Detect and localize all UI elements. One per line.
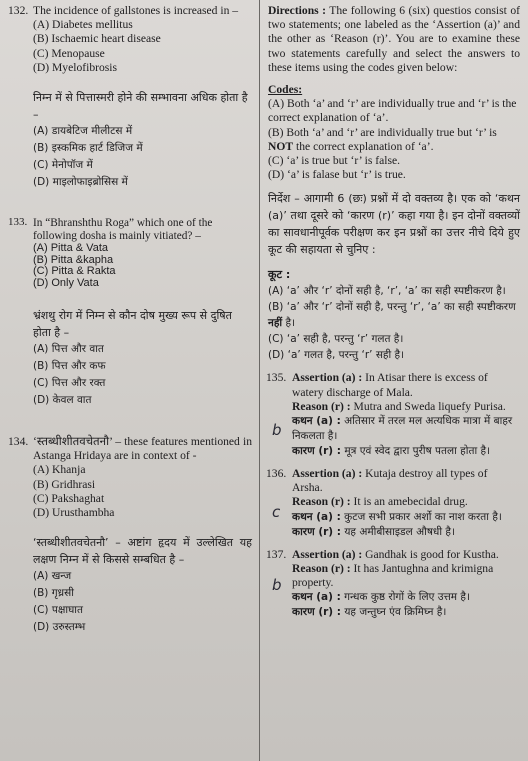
hindi-option-b: (B) इस्कमिक हार्ट डिजिज में (33, 142, 143, 155)
code-id: (A) (268, 285, 284, 298)
reason-label: कारण (r) : (292, 445, 341, 458)
question-stem: In “Bhranshthu Roga” which one of the following dosha is mainly vitiated? – (33, 217, 213, 243)
hindi-option-d: (D) माइलोफाइब्रोसिस में (33, 176, 128, 189)
option-d: (D) Myelofibrosis (33, 60, 118, 74)
code-c (268, 154, 520, 168)
code-text: ‘a’ सही है, परन्तु ‘r’ गलत है। (286, 333, 404, 346)
assertion-text: Gandhak is good for Kustha. (365, 547, 499, 561)
question-number: 135. (266, 371, 287, 385)
hindi-option-c: (C) पक्षाघात (33, 604, 83, 617)
handwritten-answer-mark: b (272, 421, 282, 440)
hindi-assertion (292, 414, 520, 444)
assertion (292, 371, 520, 399)
assertion-label: कथन (a) : (292, 591, 341, 604)
hindi-directions: निर्देश – आगामी 6 (छः) प्रश्नों में दो वक्तव्य है। एक को ‘कथन (a)’ तथा दूसरे को ‘कारण (r)’ कहा गया है। इन दोनों वक्तव्यों का सावधानीपूर्वक परीक्षण कर इन प्रश्नों का उत्तर नीचे दिये हुए कूट की सहायता से चुनिए : (268, 192, 520, 257)
directions (268, 4, 520, 75)
reason (292, 400, 520, 414)
question-137 (268, 548, 520, 621)
option-b: (B) Ischaemic heart disease (33, 32, 161, 46)
hindi-code-d (268, 347, 520, 363)
assertion-text: In Atisar there is excess of watery discharge of Mala. (292, 371, 488, 399)
reason (292, 495, 520, 509)
reason-text: It has Jantughna and krimigna property. (292, 561, 494, 590)
reason-label: Reason (r) : (292, 399, 351, 413)
code-b (268, 126, 520, 154)
assertion-label: Assertion (a) : (292, 371, 363, 385)
code-text: Both ‘a’ and ‘r’ are individually true and ‘r’ is the correct explanation of ‘a’. (268, 97, 517, 125)
assertion (292, 467, 520, 495)
hindi-stem: भ्रंशथु रोग में निम्न से कौन दोष मुख्य रूप से दुषित होता है – (33, 309, 232, 340)
code-emphasis: नहीं (268, 317, 283, 330)
column-divider (259, 0, 260, 761)
hindi-code-a (268, 283, 520, 299)
hindi-option-d: (D) केवल वात (33, 394, 92, 407)
hindi-option-a: (A) डायबेटिज मीलीटस में (33, 125, 133, 138)
code-text: है। (282, 317, 296, 330)
option-d: (D) Only Vata (33, 276, 99, 289)
question-134 (8, 435, 252, 636)
code-d (268, 168, 520, 182)
hindi-option-a: (A) पित्त और वात (33, 343, 104, 356)
option-c: (C) Menopause (33, 46, 105, 60)
hindi-option-c: (C) पित्त और रक्त (33, 377, 106, 390)
hindi-option-a: (A) खन्ज (33, 570, 72, 583)
assertion-label: कथन (a) : (292, 510, 341, 523)
hindi-stem: निम्न में से पित्तास्मरी होने की सम्भावना अधिक होता है – (33, 91, 248, 122)
hindi-option-b: (B) पित्त और कफ (33, 360, 106, 373)
code-text: ‘a’ is falase but ‘r’ is true. (287, 168, 406, 182)
hindi-codes-label: कूट : (268, 268, 291, 282)
option-b: (B) Gridhrasi (33, 477, 96, 491)
code-text: Both ‘a’ and ‘r’ are individually true but ‘r’ is (286, 125, 497, 139)
reason (292, 562, 520, 590)
assertion (292, 548, 520, 562)
reason-text: मूत्र एवं स्वेद द्वारा पुरीष पतला होता है। (344, 445, 491, 458)
directions-text: The following 6 (six) questios consist of two statements; one labeled as the ‘Assertion (a)’ and the other as ‘Reason (r)’. You are to examine these two statements carefully and select the answers to these items using the codes given below: (268, 4, 520, 74)
code-id: (D) (268, 168, 285, 182)
code-text: ‘a’ is true but ‘r’ is false. (286, 154, 401, 168)
assertion-label: Assertion (a) : (292, 467, 363, 481)
option-a: (A) Diabetes mellitus (33, 18, 133, 32)
reason-text: It is an amebecidal drug. (353, 495, 468, 509)
code-text: ‘a’ और ‘r’ दोनों सही है, ‘r’, ‘a’ का सही स्पष्टीकरण है। (286, 285, 506, 298)
hindi-reason (292, 525, 520, 540)
assertion-text: गन्धक कुष्ठ रोगों के लिए उत्तम है। (344, 591, 470, 604)
question-133 (8, 217, 252, 409)
question-stem: The incidence of gallstones is increased in – (33, 4, 239, 17)
assertion-label: कथन (a) : (292, 415, 341, 428)
code-emphasis: NOT (268, 139, 294, 153)
hindi-option-d: (D) उरुस्तम्भ (33, 621, 86, 634)
code-text: ‘a’ गलत है, परन्तु ‘r’ सही है। (287, 349, 405, 362)
assertion-text: अतिसार में तरल मल अत्यधिक मात्रा में बाहर निकलता है। (292, 415, 513, 443)
option-a: (A) Pitta & Vata (33, 242, 108, 255)
code-id: (A) (268, 97, 285, 111)
option-c: (C) Pakshaghat (33, 491, 105, 505)
reason-text: Mutra and Sweda liquefy Purisa. (353, 399, 506, 413)
option-b: (B) Pitta &kapha (33, 253, 114, 266)
option-c: (C) Pitta & Rakta (33, 265, 116, 278)
code-id: (C) (268, 333, 284, 346)
handwritten-answer-mark: b (272, 575, 282, 594)
code-a (268, 97, 520, 125)
handwritten-answer-mark: c (272, 503, 281, 522)
option-d: (D) Urusthambha (33, 506, 115, 520)
code-id: (D) (268, 349, 285, 362)
option-a: (A) Khanja (33, 463, 86, 477)
left-column (8, 4, 252, 636)
assertion-label: Assertion (a) : (292, 547, 363, 561)
right-column (268, 4, 520, 620)
hindi-assertion (292, 590, 520, 605)
question-number: 132. (8, 4, 29, 17)
hindi-code-b (268, 299, 520, 331)
question-number: 136. (266, 467, 287, 481)
hindi-stem: ‘स्तब्धीशीतवचेतनौ’ – अष्टांग हृदय में उल्लेखित यह लक्षण निम्न में से किससे सम्बधित है – (33, 536, 252, 567)
hindi-reason (292, 444, 520, 459)
question-number: 137. (266, 547, 287, 561)
code-text: the correct explanation of ‘a’. (293, 139, 434, 153)
code-id: (B) (268, 125, 284, 139)
hindi-option-c: (C) मेनोपॉज में (33, 159, 93, 172)
reason-text: यह अमीबीसाइडल औषधी है। (344, 525, 455, 538)
reason-label: Reason (r) : (292, 561, 351, 575)
question-132 (8, 4, 252, 191)
question-stem: ‘स्तब्धीशीतवचेतनौ’ – these features mentioned in Astanga Hridaya are in context of - (33, 435, 252, 463)
code-id: (C) (268, 154, 284, 168)
assertion-text: कुटज सभी प्रकार अर्शो का नाश करता है। (344, 510, 502, 523)
question-number: 133. (8, 216, 28, 229)
directions-label: Directions : (268, 4, 326, 17)
hindi-assertion (292, 510, 520, 525)
reason-label: कारण (r) : (292, 606, 341, 619)
hindi-option-b: (B) गृध्रसी (33, 587, 74, 600)
assertion-text: Kutaja destroy all types of Arsha. (292, 467, 488, 495)
reason-label: Reason (r) : (292, 495, 351, 509)
question-136 (268, 467, 520, 540)
hindi-reason (292, 605, 520, 620)
code-id: (B) (268, 301, 284, 314)
codes-label: Codes: (268, 83, 303, 97)
code-text: ‘a’ और ‘r’ दोनों सही है, परन्तु ‘r’, ‘a’ का सही स्पष्टीकरण (286, 301, 516, 314)
question-135 (268, 371, 520, 459)
hindi-code-c (268, 331, 520, 347)
question-number: 134. (8, 435, 29, 449)
reason-text: यह जन्तुघ्न एंव क्रिमिघ्न है। (344, 606, 447, 619)
reason-label: कारण (r) : (292, 525, 341, 538)
